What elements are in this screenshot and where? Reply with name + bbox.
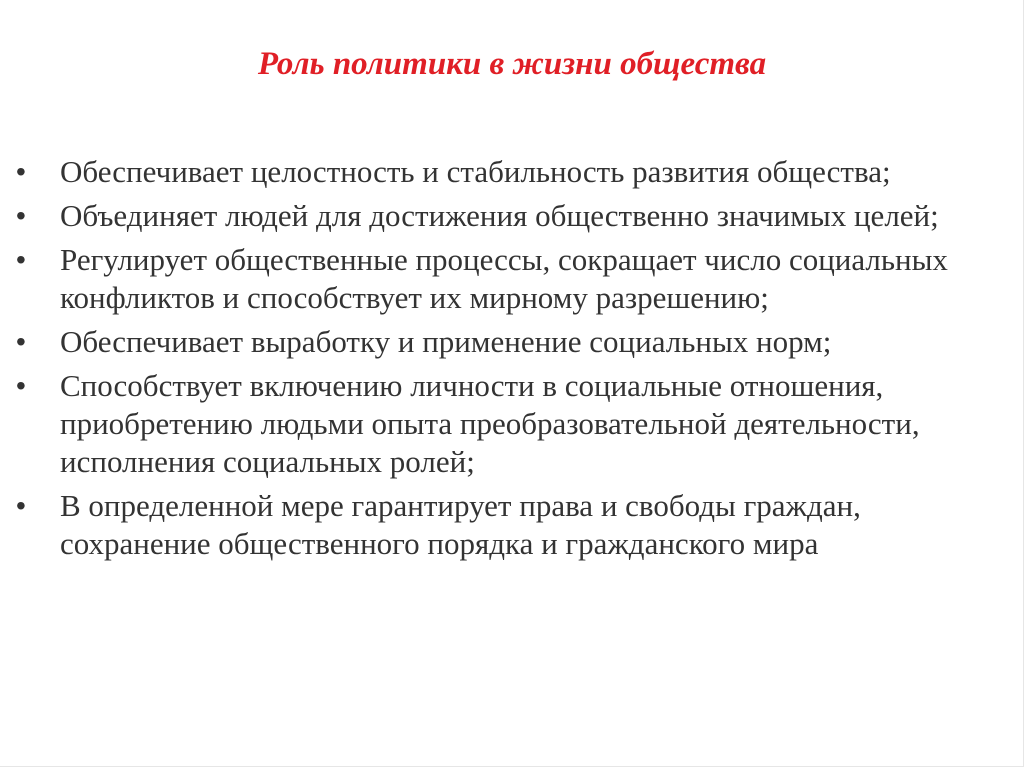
slide-title: Роль политики в жизни общества xyxy=(257,46,767,82)
list-item-text: В определенной мере гарантирует права и свободы граждан, сохранение общественного порядка и гражданского мира xyxy=(60,488,861,561)
list-item xyxy=(14,241,994,317)
list-item xyxy=(14,323,994,361)
bullet-icon: • xyxy=(16,490,26,521)
list-item-text: Способствует включению личности в социальные отношения, приобретению людьми опыта преобразовательной деятельности, исполнения социальных ролей; xyxy=(60,368,920,479)
list-item xyxy=(14,367,994,481)
bullet-icon: • xyxy=(16,370,26,401)
list-item-text: Обеспечивает целостность и стабильность развития общества; xyxy=(60,154,891,189)
list-item-text: Объединяет людей для достижения общественно значимых целей; xyxy=(60,198,939,233)
bullet-icon: • xyxy=(16,200,26,231)
list-item-text: Регулирует общественные процессы, сокращает число социальных конфликтов и способствует их мирному разрешению; xyxy=(60,242,948,315)
bullet-list xyxy=(14,153,994,569)
bullet-icon: • xyxy=(16,244,26,275)
list-item xyxy=(14,487,994,563)
list-item xyxy=(14,197,994,235)
bullet-icon: • xyxy=(16,326,26,357)
list-item-text: Обеспечивает выработку и применение социальных норм; xyxy=(60,324,832,359)
list-item xyxy=(14,153,994,191)
bullet-icon: • xyxy=(16,156,26,187)
